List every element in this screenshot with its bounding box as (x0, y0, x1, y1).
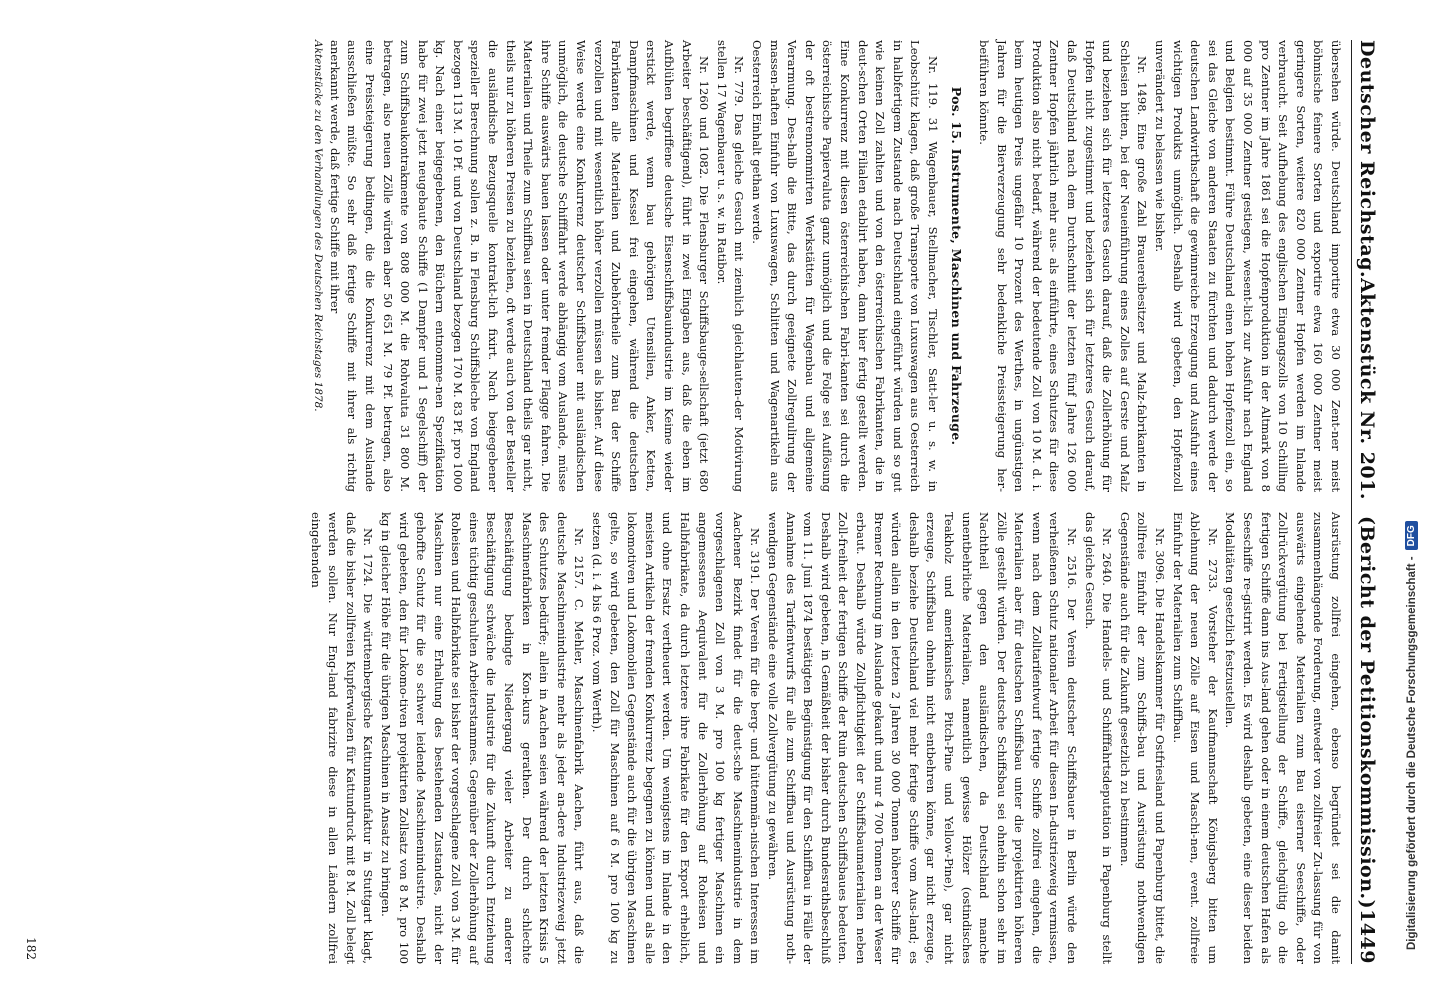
right-column (306, 512, 1344, 964)
header-document-number: Aktenstück Nr. 201. (1356, 278, 1378, 500)
left-column (311, 40, 1344, 492)
right-paragraph: Nr. 2640. Die Handels- und Schifffahrtsdeputation in Papenburg stellt das gleiche Gesuch. (1082, 512, 1115, 964)
right-paragraph: Nr. 2516. Der Verein deutscher Schiffsbauer in Berlin würde den verheißenen Schutz nationaler Arbeit für diesen In-dustriezweig vermissen, wenn nach dem Zolltarifentwurf fertige Schiffe zollfrei eingehen, die Materialien aber für deutschen Schiffsbau unter die projektirten höheren Zölle gestellt würden. Der deutsche Schiffsbau sei ohnehin schon sehr im Nachtheil gegen den ausländischen, da Deutschland manche unentbehrliche Materialien, namentlich gewisse Hölzer (ostindisches Teakholz und amerikanisches Pitch-Pine und Yellow-Pine), gar nicht erzeuge, Schiffsbau ohnehin nicht entbehren könne, gar nicht erzeuge, deshalb beziehe Deutschland viel mehr fertige Schiffe vom Aus-land; es würden allein in den letzten 2 Jahren 30 000 Tonnen höherer Schiffe für Bremer Rechnung im Auslande gekauft und nur 4 700 Tonnen an der Weser erbaut. Deshalb würde Zollpflichtigkeit der Schiffsbaumaterialien neben Zoll-freiheit der fertigen Schiffe der Ruin deutschen Schiffsbaues bedeuten. Deshalb wird gebeten, in Gemäßheit der bisher durch Bundesrathsbeschluß vom 11. Juni 1874 bestätigten Begünstigung für den Schiffbau in Fälle der Annahme des Tarifentwurfs für alle zum Schiffbau und Ausrüstung noth-wendigen Gegenstände eine volle Zollvergütung zu gewähren. (766, 512, 1080, 964)
section-paragraph: Nr. 1260 und 1082. Die Flensburger Schiffsbauge-sellschaft (jetzt 680 Arbeiter beschäftigend), führt in zwei Eingaben aus, daß die eben im Aufblühen begriffene deutsche Eisenschiffsbauindustrie im Keime wieder erstickt werde, wenn bau gehörigen Utensilien, Anker, Ketten, Dampfmaschinen und Kessel frei eingehen, während die deutschen Fabrikanten alle Materialien und Zubehörtheile zum Bau der Schiffe verzollen und mit wesentlich höher verzollen müssen als bisher. Auf diese Weise werde eine Konkurrenz deutscher Schiffsbauer mit ausländischen unmöglich, die deutsche Schifffahrt werde abhängig vom Auslande, müsse ihre Schiffe auswärts bauen lassen oder unter fremder Flagge fahren. Die Materialien und Theile zum Schiffbau seien in Deutschland theils gar nicht, theils nur zu höheren Preisen zu beziehen, oft werde auch von der Besteller die ausländische Bezugsquelle kontrakt-lich fixirt. Nach beigegebener spezieller Berechnung sollen z. B. in Flensburg Schiffsbleche von England bezogen 113 M. 10 Pf. und von Deutschland bezogen 170 M. 83 Pf. pro 1000 kg. Nach einer beigegebenen, den Büchern entnomme-nen Spezifikation habe für zwei jetzt neugebaute Schiffe (1 Dampfer und 1 Segelschiff) der zum Schiffsbaukontrakmente von 808 000 M. die Rohvaluta 31 800 M. betragen, also neuen Zölle würden aber 50 651 M. 79 Pf. betragen, also eine Preissteigerung bedingen, die die Konkurrenz mit dem Auslande ausschließen müßte. So sehr daß fertige Schiffe mit ihrer als richtig anerkannt werde, daß fertige Schiffe mit ihrer (327, 40, 712, 492)
section-paragraph: Nr. 779. Das gleiche Gesuch mit ziemlich gleichlauten-der Motivirung stellen 17 Wagenbauer u. s. w. in Ratibor. (714, 40, 747, 492)
left-paragraph: übersehen würde. Deutschland importire etwa 30 000 Zent-ner meist böhmische feinere Sorten und exportire etwa 160 000 Zentner meist geringere Sorten, weitere 820 000 Zentner Hopfen werden im Inlande verbraucht. Seit Aufhebung des englischen Eingangszolls von 10 Schilling pro Zentner im Jahre 1861 sei die Hopfenproduktion in der Altmark von 8 000 auf 35 000 Zentner gestiegen, wesent-lich zur Ausfuhr nach England und Belgien bestimmt. Führe Deutschland einen hohen Hopfenzoll ein, so sei das Gleiche von anderen Staaten zu fürchten und dadurch werde der deutschen Landwirthschaft die gewinnreiche Erzeugung und Ausfuhr eines wichtigen Produkts unmöglich. Deshalb wird gebeten, den Hopfenzoll unverändert zu belassen wie bisher. (1153, 40, 1343, 492)
side-credit-text-wrapper (1405, 50, 1418, 950)
footnote: Aktenstücke zu den Verhandlungen des Deutschen Reichstages 1878. (312, 40, 325, 412)
header-left-title: Deutscher Reichstag. (1356, 40, 1378, 279)
right-paragraph: Nr. 1724. Die württembergische Kattunmanufaktur in Stuttgart klagt, daß die bisher zollfreien Kupferwalzen für Kattundruck mit 8 M. Zoll belegt werden sollen. Nur Eng-land fabrizire diese in allen Ländern zollfrei eingehenden (308, 512, 376, 964)
printer-signature: 182 (24, 937, 38, 960)
dfg-logo: DFG (1405, 521, 1418, 550)
section-paragraph: Nr. 119. 31 Wagenbauer, Stellmacher, Tischler, Satt-ler u. s. w. in Leobschütz klagen, daß große Transporte von Luxuswagen aus Oesterreich in halbfertigem Zustande nach Deutschland eingeführt würden und so gut wie keinen Zoll zahlten und von den österreichischen Fabrikanten, die in deut-schen Orten Filialen etablirt haben, dann hier fertig gestellt werden. Eine Konkurrenz mit diesen österreichischen Fabri-kanten sei durch die österreichische Papiervaluta ganz unmöglich und die Folge sei Auflösung der oft bestrennommirten Werkstätten für Wagenbau und allgemeine Verarmung. Des-halb die Bitte, das durch geeignete Zollregulirung der massen-haften Einfuhr von Luxuswagen, Schlitten und Wagenartikeln aus Oesterreich Einhalt gethan werde. (750, 40, 940, 492)
right-paragraph: Nr. 3191. Der Verein für die berg- und hüttenmän-nischen Interessen im Aachener Bezirk findet für die deut-sche Maschinenindustrie in dem vorgeschlagenen Zoll von 3 M. pro 100 kg fertiger Maschinen ein angemessenes Aequivalent für die Zollerhöhung auf Roheisen und Halbfabrikate, da durch letztere ihre Fabrikate für den Export erheblich, und ohne Ersatz vertheuert werden. Um wenigstens im Inlande in den meisten Artikeln der fremden Konkurrenz begegnen zu können und als alle lokomotiven und Lokomobilen Gegenstände auch für die übrigen Maschinen gelte, so wird gebeten, den Zoll für Maschinen auf 6 M. pro 100 kg zu setzen (d. i. 4 bis 6 Proz. vom Werth). (590, 512, 763, 964)
running-head (1351, 40, 1382, 964)
header-center (1356, 278, 1378, 909)
right-paragraph: Nr. 2733. Vorsteher der Kaufmannschaft Königsberg bitten um Ablehnung der neuen Zölle auf Eisen und Maschi-nen, event. zollfreie Einfuhr der Materialien zum Schiffbau. (1170, 512, 1220, 964)
side-credit-text: Digitalisierung gefördert durch die Deutsche Forschungsgemeinschaft - (1405, 556, 1418, 950)
header-report-title: (Bericht der Petitionskommission.) (1356, 515, 1378, 910)
page-number: 1449 (1356, 909, 1378, 964)
left-paragraph: Nr. 1498. Eine große Zahl Brauereibesitzer und Malz-fabrikanten in Schlesien bitten, bei der Neueinführung eines Zolles auf Gerste und Malz und beziehen sich für letzteres Gesuch darauf, daß die Zollerhöhung für Hopfen nicht zugestimmt und beziehen sich für letzteres Gesuch darauf, daß Deutschland nach dem Durchschnitt der letzten fünf Jahre 126 000 Zentner Hopfen jährlich mehr aus- als einführte, eines Schutzes für diese Produktion also nicht bedarf, während der bedeutende Zoll von 10 M. d. i. beim heutigen Preis ungefähr 10 Prozent des Werthes, in ungünstigen Jahren für die Bierverzeugung sehr bedenkliche Preissteigerung her-beiführen könnte. (977, 40, 1150, 492)
right-paragraph: Ausrüstung zollfrei eingehen, ebenso begründet sei die damit zusammenhängende Forderung, entweder von zollfreier Zu-lassung für von auswärts eingehende Materialien zum Bau eiserner Seeschiffe, oder Zollrückvergütung bei Fertigstellung der Schiffe, gleichgültig ob die fertigen Schiffe dann ins Aus-land gehen oder in einem deutschen Hafen als Seeschiffe re-gistrirt werden. Es wird deshalb gebeten, eine dieser beiden Modalitäten gesetzlich festzustellen. (1223, 512, 1343, 964)
right-paragraph: Nr. 3096. Die Handelskammer für Ostfriesland und Papenburg bittet, die zollfreie Einfuhr der zum Schiffs-bau und Ausrüstung nothwendigen Gegenstände auch für die Zukunft gesetzlich zu bestimmen. (1117, 512, 1168, 964)
side-credit-strip (1396, 0, 1432, 1000)
section-heading: Pos. 15. Instrumente, Maschinen und Fahrzeuge. (948, 86, 964, 446)
right-paragraph: Nr. 2157. C. Mehler, Maschinenfabrik Aachen, führt aus, daß die deutsche Maschinenindustrie mehr als jeder an-dere Industriezweig jetzt des Schutzes bedürfe; allein in Aachen seien während der letzten Krisis 5 Maschinenfabriken in Kon-kurs gerathen. Der durch schlechte Beschäftigung bedingte Niedergang vieler Arbeiter zu anderer Beschäftigung schwäche die Industrie für die Zukunft durch Entziehung eines tüchtig geschulten Arbeiterstammes. Gegenüber der Zollerhöhung auf Roheisen und Halbfabrikate sei bisher der vorgeschlagene Zoll von 3 M. für Maschinen nur eine Erhaltung des bestehenden Zustandes, nicht der gehoffte Schutz für die so schwer leidende Maschinenindustrie. Deshalb wird gebeten, den für Lokomo-tiven projektirten Zollsatz von 8 M. pro 100 kg in gleicher Höhe für die übrigen Maschinen in Ansatz zu bringen. (378, 512, 587, 964)
